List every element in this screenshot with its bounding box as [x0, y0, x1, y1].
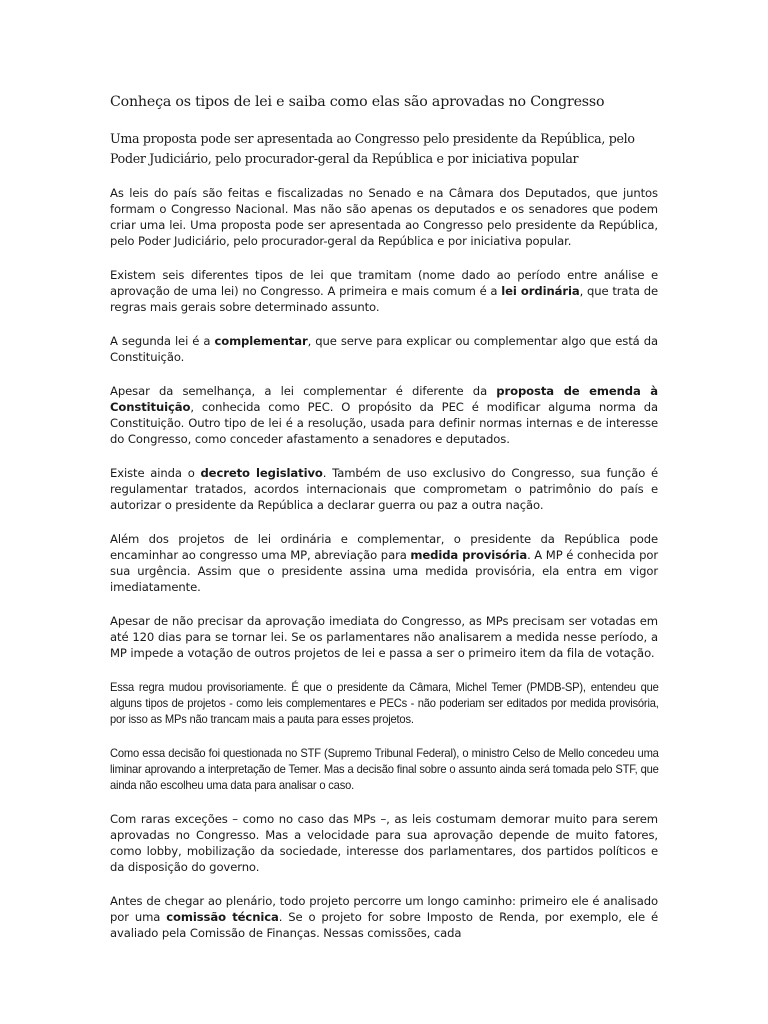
paragraph-8: Essa regra mudou provisoriamente. É que o presidente da Câmara, Michel Temer (PMDB-SP), entendeu que alguns tipos de projetos - como leis complementares e PECs - não poderiam ser editados por medida provisória, por isso as MPs não trancam mais a pauta para esses projetos.	[110, 680, 659, 726]
term-complementar: complementar	[214, 334, 308, 348]
paragraph-2: Existem seis diferentes tipos de lei que tramitam (nome dado ao período entre análise e aprovação de uma lei) no Congresso. A primeira e mais comum é a lei ordinária, que trata de regras mais gerais sobre determinado assunto.	[110, 268, 658, 314]
term-decreto-legislativo: decreto legislativo	[200, 466, 323, 480]
paragraph-11: Antes de chegar ao plenário, todo projeto percorre um longo caminho: primeiro ele é analisado por uma comissão técnica. Se o projeto for sobre Imposto de Renda, por exemplo, ele é avaliado pela Comissão de Finanças. Nessas comissões, cada	[110, 894, 658, 940]
term-medida-provisoria: medida provisória	[410, 548, 528, 562]
article	[110, 92, 658, 959]
paragraph-1: As leis do país são feitas e fiscalizadas no Senado e na Câmara dos Deputados, que juntos formam o Congresso Nacional. Mas não são apenas os deputados e os senadores que podem criar uma lei. Uma proposta pode ser apresentada ao Congresso pelo presidente da República, pelo Poder Judiciário, pelo procurador-geral da República e por iniciativa popular.	[110, 186, 658, 248]
paragraph-3: A segunda lei é a complementar, que serve para explicar ou complementar algo que está da Constituição.	[110, 334, 658, 364]
paragraph-9: Como essa decisão foi questionada no STF (Supremo Tribunal Federal), o ministro Celso de Mello concedeu uma liminar aprovando a interpretação de Temer. Mas a decisão final sobre o assunto ainda será tomada pelo STF, que ainda não escolheu uma data para analisar o caso.	[110, 746, 659, 792]
term-lei-ordinaria: lei ordinária	[501, 284, 580, 298]
paragraph-5: Existe ainda o decreto legislativo. Também de uso exclusivo do Congresso, sua função é regulamentar tratados, acordos internacionais que comprometam o patrimônio do país e autorizar o presidente da República a declarar guerra ou paz a outra nação.	[110, 466, 659, 512]
paragraph-10: Com raras exceções – como no caso das MPs –, as leis costumam demorar muito para serem aprovadas no Congresso. Mas a velocidade para sua aprovação depende de muito fatores, como lobby, mobilização da sociedade, interesse dos parlamentares, dos partidos políticos e da disposição do governo.	[110, 812, 658, 874]
article-title: Conheça os tipos de lei e saiba como elas são aprovadas no Congresso	[110, 94, 605, 110]
paragraph-7: Apesar de não precisar da aprovação imediata do Congresso, as MPs precisam ser votadas em até 120 dias para se tornar lei. Se os parlamentares não analisarem a medida nesse período, a MP impede a votação de outros projetos de lei e passa a ser o primeiro item da fila de votação.	[110, 614, 658, 660]
article-subtitle: Uma proposta pode ser apresentada ao Congresso pelo presidente da República, pelo Poder Judiciário, pelo procurador-geral da República e por iniciativa popular	[110, 131, 635, 166]
paragraph-6: Além dos projetos de lei ordinária e complementar, o presidente da República pode encaminhar ao congresso uma MP, abreviação para medida provisória. A MP é conhecida por sua urgência. Assim que o presidente assina uma medida provisória, ela entra em vigor imediatamente.	[110, 532, 658, 594]
term-pec: proposta de emenda à Constituição	[110, 384, 658, 414]
term-comissao-tecnica: comissão técnica	[166, 910, 279, 924]
paragraph-4: Apesar da semelhança, a lei complementar é diferente da proposta de emenda à Constituição, conhecida como PEC. O propósito da PEC é modificar alguma norma da Constituição. Outro tipo de lei é a resolução, usada para definir normas internas e de interesse do Congresso, como conceder afastamento a senadores e deputados.	[110, 384, 658, 446]
